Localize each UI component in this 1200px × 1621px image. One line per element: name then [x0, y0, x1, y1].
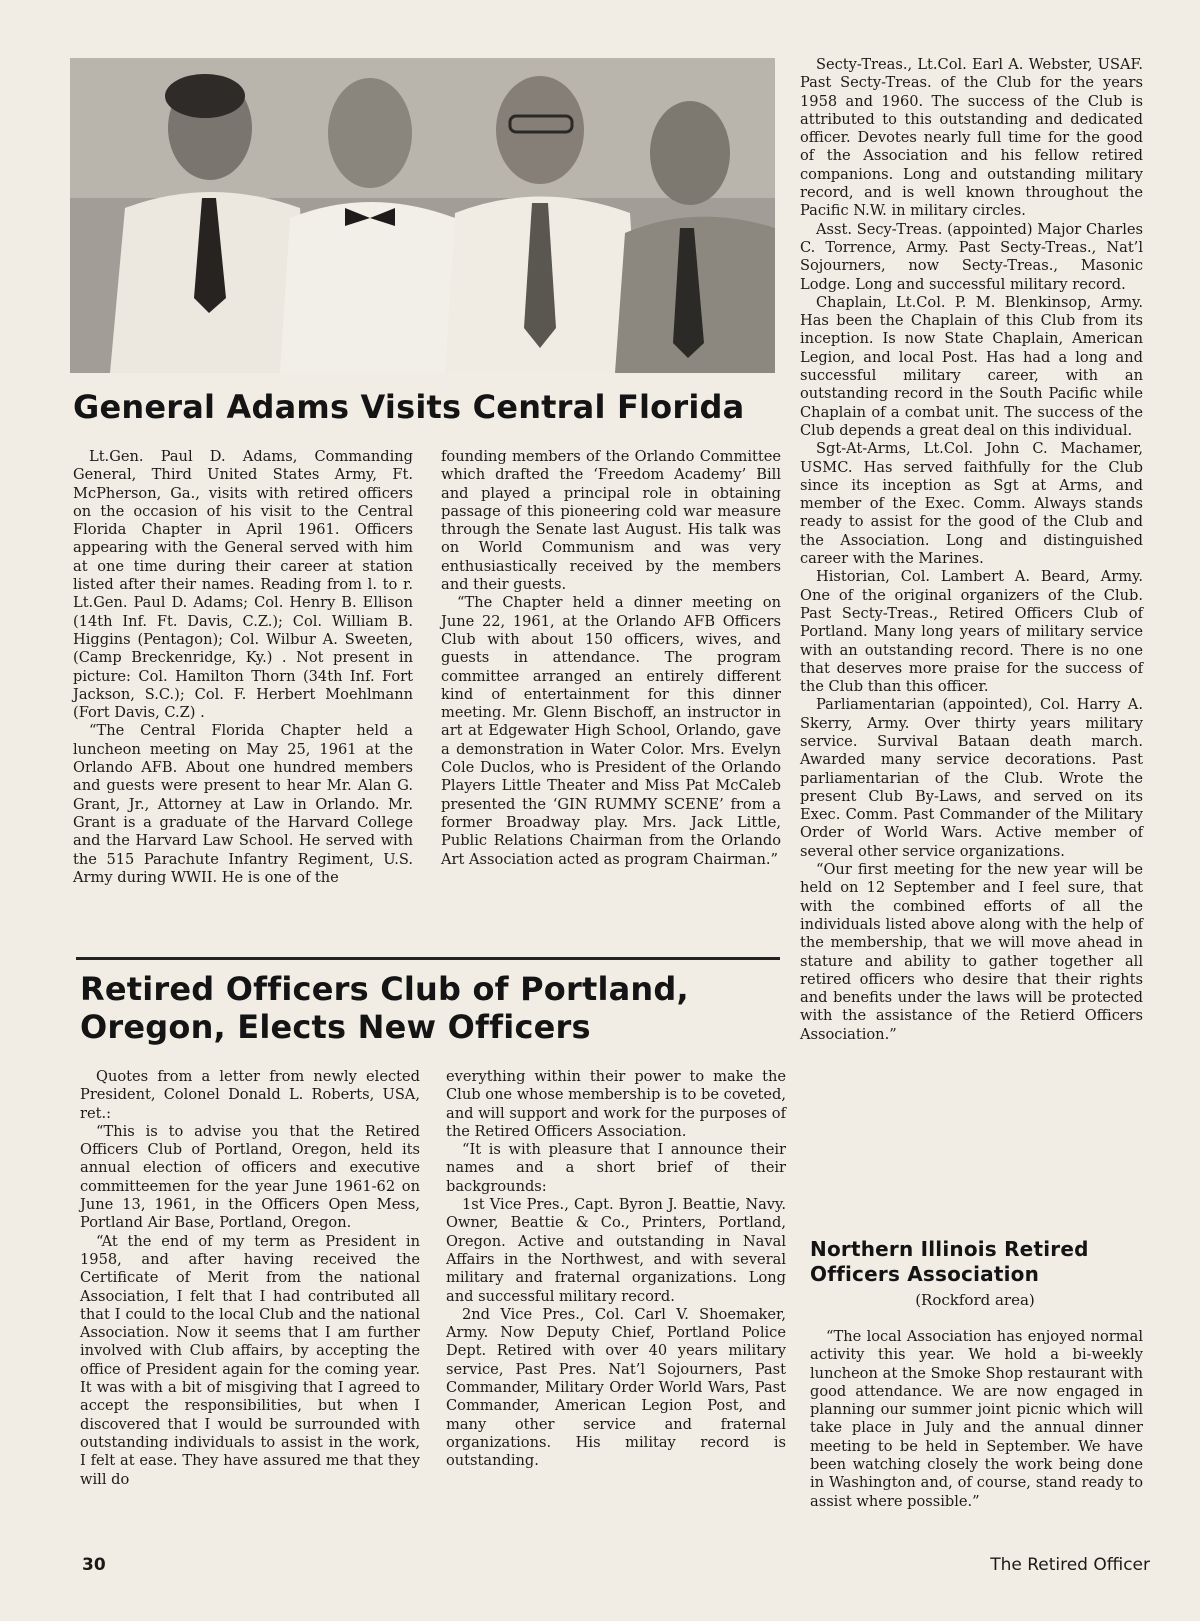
page-number: 30 — [82, 1555, 106, 1575]
paragraph: Sgt-At-Arms, Lt.Col. John C. Machamer, USMC. Has served faithfully for the Club since its inception as Sgt at Arms, and member of the Exec. Comm. Always stands ready to assist for the good of the Club and the Association. Long and distinguished career with the Marines. — [800, 440, 1143, 568]
paragraph: Secty-Treas., Lt.Col. Earl A. Webster, USAF. Past Secty-Treas. of the Club for the years 1958 and 1960. The success of the Club is attributed to this outstanding and dedicated officer. Devotes nearly full time for the good of the Association and his fellow retired companions. Long and outstanding military record, and is well known throughout the Pacific N.W. in military circles. — [800, 56, 1143, 220]
article-subtitle: (Rockford area) — [915, 1291, 1035, 1309]
article2-column-3 — [800, 56, 1143, 1044]
paragraph: “The Chapter held a dinner meeting on June 22, 1961, at the Orlando AFB Officers Club with about 150 officers, wives, and guests in attendance. The program committee arranged an entirely different kind of entertainment for this dinner meeting. Mr. Glenn Bischoff, an instructor in art at Edgewater High School, Orlando, gave a demonstration in Water Color. Mrs. Evelyn Cole Duclos, who is President of the Orlando Players Little Theater and Miss Pat McCaleb presented the ‘GIN RUMMY SCENE’ from a former Broadway play. Mrs. Jack Little, Public Relations Chairman from the Orlando Art Association acted as program Chairman.” — [441, 594, 781, 868]
article-title-northern-illinois: Northern Illinois Retired Officers Association — [810, 1237, 1089, 1286]
article3-body — [810, 1328, 1143, 1511]
paragraph: Lt.Gen. Paul D. Adams, Commanding General, Third United States Army, Ft. McPherson, Ga., visits with retired officers on the occasion of his visit to the Central Florida Chapter in April 1961. Officers appearing with the General served with him at one time during their career at station listed after their names. Reading from l. to r. Lt.Gen. Paul D. Adams; Col. Henry B. Ellison (14th Inf. Ft. Davis, C.Z.); Col. William B. Higgins (Pentagon); Col. Wilbur A. Sweeten, (Camp Breckenridge, Ky.) . Not present in picture: Col. Hamilton Thorn (34th Inf. Fort Jackson, S.C.); Col. F. Herbert Moehlmann (Fort Davis, C.Z) . — [73, 448, 413, 722]
paragraph: Historian, Col. Lambert A. Beard, Army. One of the original organizers of the Club. Past Secty-Treas., Retired Officers Club of Portland. Many long years of military service with an outstanding record. There is no one that deserves more praise for the success of the Club than this officer. — [800, 568, 1143, 696]
paragraph: “It is with pleasure that I announce their names and a short brief of their backgrounds: — [446, 1141, 786, 1195]
paragraph: 2nd Vice Pres., Col. Carl V. Shoemaker, Army. Now Deputy Chief, Portland Police Dept. Retired with over 40 years military service, Past Pres. Nat’l Sojourners, Past Commander, Military Order World Wars, Past Commander, American Legion Post, and many other service and fraternal organizations. His militay record is outstanding. — [446, 1305, 786, 1470]
paragraph: “Our first meeting for the new year will be held on 12 September and I feel sure, that with the combined efforts of all the individuals listed above along with the help of the membership, that we will move ahead in stature and ability to gather together all retired officers who desire that their rights and benefits under the laws will be protected with the assistance of the Retierd Officers Association.” — [800, 861, 1143, 1043]
paragraph: “At the end of my term as President in 1958, and after having received the Certificate of Merit from the national Association, I felt that I had contributed all that I could to the local Club and the national Association. Now it seems that I am further involved with Club affairs, by accepting the office of President again for the coming year. It was with a bit of misgiving that I agreed to accept the responsibilities, but when I discovered that I would be surrounded with outstanding individuals to assist in the work, I felt at ease. They have assured me that they will do — [80, 1232, 420, 1488]
paragraph: Asst. Secy-Treas. (appointed) Major Charles C. Torrence, Army. Past Secty-Treas., Nat’l Sojourners, now Secty-Treas., Masonic Lodge. Long and successful military record. — [800, 220, 1143, 293]
paragraph: “The Central Florida Chapter held a luncheon meeting on May 25, 1961 at the Orlando AFB. About one hundred members and guests were present to hear Mr. Alan G. Grant, Jr., Attorney at Law in Orlando. Mr. Grant is a graduate of the Harvard College and the Harvard Law School. He served with the 515 Parachute Infantry Regiment, U.S. Army during WWII. He is one of the — [73, 722, 413, 886]
paragraph: founding members of the Orlando Committee which drafted the ‘Freedom Academy’ Bill and played a principal role in obtaining passage of this pioneering cold war measure through the Senate last August. His talk was on World Communism and was very enthusiastically received by the members and their guests. — [441, 448, 781, 594]
article2-column-1 — [80, 1068, 420, 1489]
publication-name: The Retired Officer — [990, 1555, 1150, 1575]
article-title-portland: Retired Officers Club of Portland, Oregon, Elects New Officers — [80, 970, 689, 1046]
paragraph: Chaplain, Lt.Col. P. M. Blenkinsop, Army. Has been the Chaplain of this Club from its inception. Is now State Chaplain, American Legion, and local Post. Has had a long and successful military career, with an outstanding record in the South Pacific while Chaplain of a combat unit. The success of the Club depends a great deal on this individual. — [800, 293, 1143, 439]
article1-column-1 — [73, 448, 413, 887]
paragraph: Parliamentarian (appointed), Col. Harry A. Skerry, Army. Over thirty years military service. Survival Bataan death march. Awarded many service decorations. Past parliamentarian of the Club. Wrote the present Club By-Laws, and served on its Exec. Comm. Past Commander of the Military Order of World Wars. Active member of several other service organizations. — [800, 696, 1143, 860]
section-divider — [76, 957, 780, 960]
photo-illustration — [70, 58, 775, 373]
article-title-general-adams: General Adams Visits Central Florida — [73, 388, 745, 426]
article1-column-2 — [441, 448, 781, 869]
article2-column-2 — [446, 1068, 786, 1471]
paragraph: “The local Association has enjoyed normal activity this year. We hold a bi-weekly luncheon at the Smoke Shop restaurant with good attendance. We are now engaged in planning our summer joint picnic which will take place in July and the annual dinner meeting to be held in September. We have been watching closely the work being done in Washington and, of course, stand ready to assist where possible.” — [810, 1328, 1143, 1510]
paragraph: Quotes from a letter from newly elected President, Colonel Donald L. Roberts, USA, ret.: — [80, 1068, 420, 1122]
paragraph: 1st Vice Pres., Capt. Byron J. Beattie, Navy. Owner, Beattie & Co., Printers, Portland, Oregon. Active and outstanding in Naval Affairs in the Northwest, and with several military and fraternal organizations. Long and successful military record. — [446, 1196, 786, 1305]
paragraph: “This is to advise you that the Retired Officers Club of Portland, Oregon, held its annual election of officers and executive committeemen for the year June 1961-62 on June 13, 1961, in the Officers Open Mess, Portland Air Base, Portland, Oregon. — [80, 1122, 420, 1232]
group-photo — [70, 58, 775, 373]
paragraph: everything within their power to make the Club one whose membership is to be coveted, and will support and work for the purposes of the Retired Officers Association. — [446, 1068, 786, 1140]
